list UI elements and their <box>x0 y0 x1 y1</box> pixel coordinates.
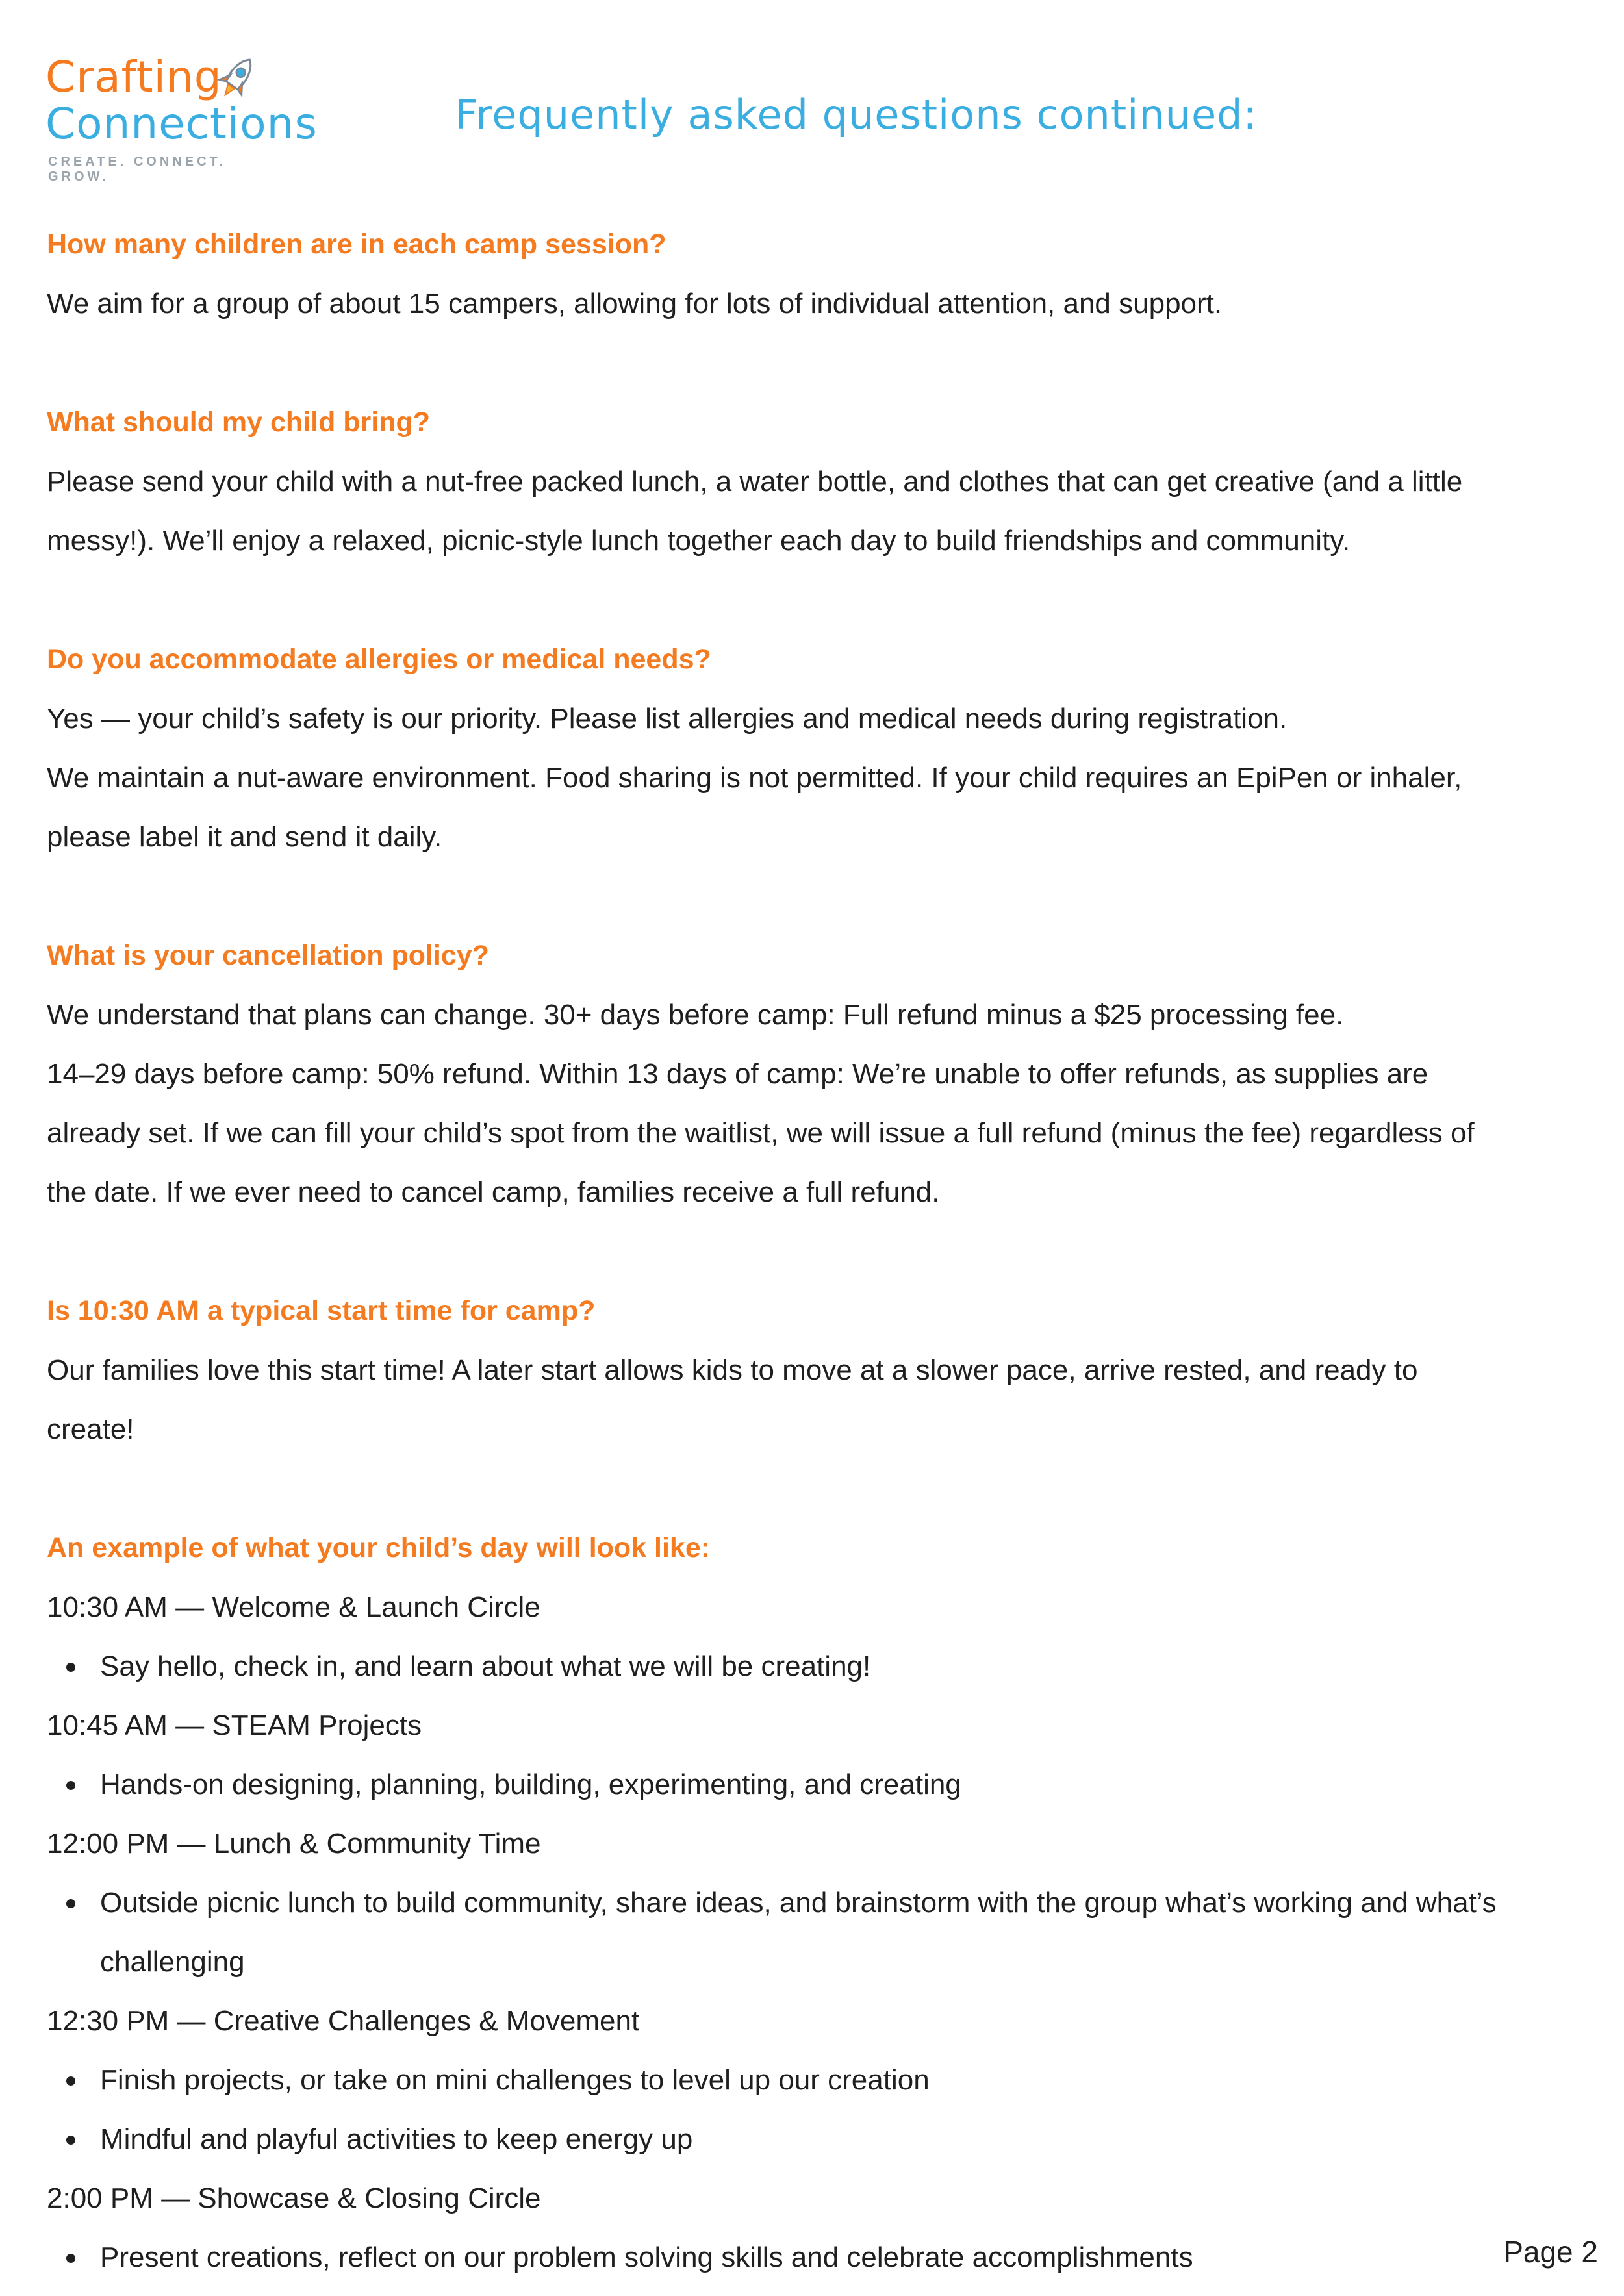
schedule-time-label: 12:30 PM — Creative Challenges & Movement <box>47 2005 640 2037</box>
faq-answer-line: We understand that plans can change. 30+ days before camp: Full refund minus a $25 processing fee. <box>47 999 1344 1031</box>
faq-content <box>47 214 1580 2287</box>
schedule-bullet <box>47 2110 1580 2169</box>
faq-answer-line: Yes — your child’s safety is our priority. Please list allergies and medical needs during registration. <box>47 703 1288 735</box>
faq-answer-line: already set. If we can fill your child’s spot from the waitlist, we will issue a full refund (minus the fee) regardless of <box>47 1117 1475 1149</box>
faq-answer-line: the date. If we ever need to cancel camp, families receive a full refund. <box>47 1176 940 1208</box>
faq-answer-line: Our families love this start time! A later start allows kids to move at a slower pace, arrive rested, and ready to <box>47 1354 1418 1386</box>
faq-answer-line: 14–29 days before camp: 50% refund. Within 13 days of camp: We’re unable to offer refunds, as supplies are <box>47 1058 1428 1090</box>
bullet-icon <box>66 2136 75 2145</box>
faq-answer-line: We maintain a nut-aware environment. Food sharing is not permitted. If your child requires an EpiPen or inhaler, <box>47 762 1462 794</box>
schedule-bullet-list <box>47 1873 1580 1991</box>
schedule-bullet-list <box>47 2050 1580 2169</box>
logo-wordmark-line2: Connections <box>45 99 318 149</box>
bullet-icon <box>66 1899 75 1908</box>
faq-question-what-to-bring: What should my child bring? <box>47 407 431 438</box>
bullet-icon <box>66 2076 75 2086</box>
bullet-icon <box>66 2254 75 2263</box>
schedule-time-label: 2:00 PM — Showcase & Closing Circle <box>47 2182 541 2214</box>
page-number: Page 2 <box>1503 2235 1598 2269</box>
logo-tagline: CREATE. CONNECT. GROW. <box>48 155 227 184</box>
brand-logo <box>45 52 318 184</box>
schedule-bullet-text: Hands-on designing, planning, building, experimenting, and creating <box>100 1769 961 1800</box>
schedule-bullet <box>47 2228 1580 2287</box>
faq-answer-line: create! <box>47 1413 134 1445</box>
schedule-time-label: 10:30 AM — Welcome & Launch Circle <box>47 1591 540 1623</box>
schedule-heading: An example of what your child’s day will look like: <box>47 1532 711 1563</box>
logo-wordmark-line1: Crafting <box>45 52 222 102</box>
page-title: Frequently asked questions continued: <box>455 91 1258 138</box>
faq-question-allergies: Do you accommodate allergies or medical needs? <box>47 644 711 675</box>
schedule-bullet <box>47 1873 1580 1991</box>
schedule-bullet <box>47 2050 1580 2110</box>
schedule-bullet-list <box>47 1755 1580 1814</box>
rocket-icon <box>208 52 266 104</box>
faq-answer-line: messy!). We’ll enjoy a relaxed, picnic-style lunch together each day to build friendships and community. <box>47 525 1351 557</box>
faq-question-start-time: Is 10:30 AM a typical start time for camp? <box>47 1295 596 1326</box>
schedule-bullet <box>47 1637 1580 1696</box>
schedule-bullet-text: Outside picnic lunch to build community, share ideas, and brainstorm with the group what’s working and what’s challenging <box>100 1887 1497 1978</box>
schedule-bullet-text: Finish projects, or take on mini challenges to level up our creation <box>100 2064 930 2096</box>
schedule-bullet-text: Say hello, check in, and learn about what we will be creating! <box>100 1650 871 1682</box>
faq-question-cancellation: What is your cancellation policy? <box>47 940 489 971</box>
faq-answer-line: please label it and send it daily. <box>47 821 442 853</box>
schedule-bullet-text: Present creations, reflect on our problem solving skills and celebrate accomplishments <box>100 2241 1193 2273</box>
schedule-bullet-list <box>47 2228 1580 2287</box>
schedule-time-label: 12:00 PM — Lunch & Community Time <box>47 1828 541 1860</box>
faq-question-camp-size: How many children are in each camp session? <box>47 229 666 260</box>
bullet-icon <box>66 1663 75 1672</box>
schedule-bullet-list <box>47 1637 1580 1696</box>
schedule-time-label: 10:45 AM — STEAM Projects <box>47 1709 422 1741</box>
schedule-bullet-text: Mindful and playful activities to keep energy up <box>100 2123 693 2155</box>
bullet-icon <box>66 1781 75 1790</box>
schedule-bullet <box>47 1755 1580 1814</box>
faq-answer-line: We aim for a group of about 15 campers, allowing for lots of individual attention, and support. <box>47 288 1223 320</box>
faq-answer-line: Please send your child with a nut-free packed lunch, a water bottle, and clothes that can get creative (and a little <box>47 466 1463 498</box>
